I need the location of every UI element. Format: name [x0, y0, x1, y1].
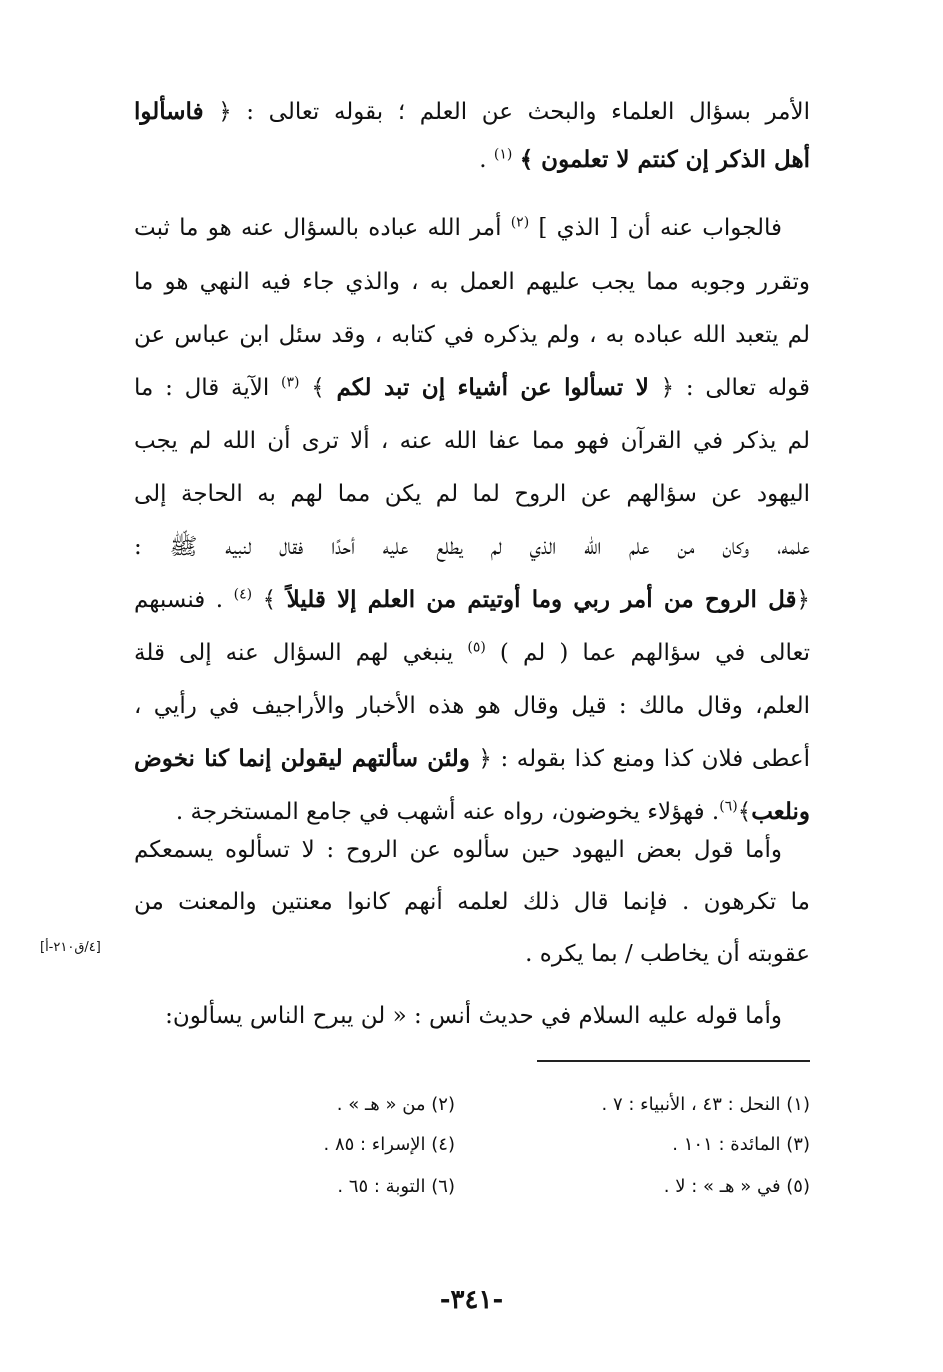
text-line: وأما قوله عليه السلام في حديث أنس : « لن يبرح الناس يسألون:: [165, 1003, 782, 1029]
footnote-1: (١) النحل : ٤٣ ، الأنبياء : ٧ .: [601, 1094, 810, 1115]
text-line: وتقرر وجوبه مما يجب عليهم العمل به ، والذي جاء فيه النهي هو ما: [134, 269, 810, 295]
footnote-divider: [537, 1060, 810, 1062]
text-line: تعالى في سؤالهم عما ( لم ) $^{(٥)}$ ينبغي لهم السؤال عنه إلى قلة: [134, 639, 810, 666]
text-line: فالجواب عنه أن [ الذي ] $^{(٢)}$ أمر الله عباده بالسؤال عنه هو ما ثبت: [134, 214, 782, 241]
footnote-6: (٦) التوبة : ٦٥ .: [337, 1176, 455, 1197]
text-line: عقوبته أن يخاطب / بما يكره .: [525, 941, 810, 967]
text-line: علمه، وكان من علم الله الذي لم يطلع عليه أحدًا فقال لنبيه ﷺ :: [134, 534, 810, 560]
text-line: ﴿قل الروح من أمر ربي وما أوتيتم من العلم إلا قليلاً ﴾ $^{(٤)}$ . فنسبهم: [134, 586, 810, 613]
text-line: اليهود عن سؤالهم عن الروح لما لم يكن مما لهم به الحاجة إلى: [134, 481, 810, 507]
text-line: وأما قول بعض اليهود حين سألوه عن الروح : لا تسألوه يسمعكم: [134, 837, 782, 863]
footnote-2: (٢) من « هـ » .: [336, 1094, 455, 1115]
text-line: قوله تعالى : ﴿ لا تسألوا عن أشياء إن تبد لكم ﴾ $^{(٣)}$ الآية قال : ما: [134, 374, 810, 401]
text-line: الأمر بسؤال العلماء والبحث عن العلم ؛ بقوله تعالى : ﴿ فاسألوا: [134, 98, 810, 125]
text-line: لم يذكر في القرآن فهو مما عفا الله عنه ، ألا ترى أن الله لم يجب: [134, 428, 810, 454]
text-line: أهل الذكر إن كنتم لا تعلمون ﴾ $^{(١)}$ .: [479, 146, 810, 173]
footnote-5: (٥) في « هـ » : لا .: [663, 1176, 810, 1197]
footnote-4: (٤) الإسراء : ٨٥ .: [323, 1134, 455, 1155]
text-line: العلم، وقال مالك : قيل وقال هو هذه الأخبار والأراجيف في رأيي ،: [134, 693, 810, 719]
page-number: -٣٤١-: [439, 1285, 504, 1315]
text-line: أعطى فلان كذا ومنع كذا بقوله : ﴿ ولئن سألتهم ليقولن إنما كنا نخوض: [134, 745, 810, 772]
text-line: لم يتعبد الله عباده به ، ولم يذكره في كتابه ، وقد سئل ابن عباس عن: [134, 322, 810, 348]
text-line: ما تكرهون . فإنما قال ذلك لعلمه أنهم كانوا معنتين والمعنت من: [134, 889, 810, 915]
text-line: ونلعب﴾$^{(٦)}$. فهؤلاء يخوضون، رواه عنه أشهب في جامع المستخرجة .: [175, 798, 810, 825]
manuscript-margin-reference: [٤/ق٢١٠-أ]: [40, 940, 101, 955]
footnote-3: (٣) المائدة : ١٠١ .: [672, 1134, 810, 1155]
